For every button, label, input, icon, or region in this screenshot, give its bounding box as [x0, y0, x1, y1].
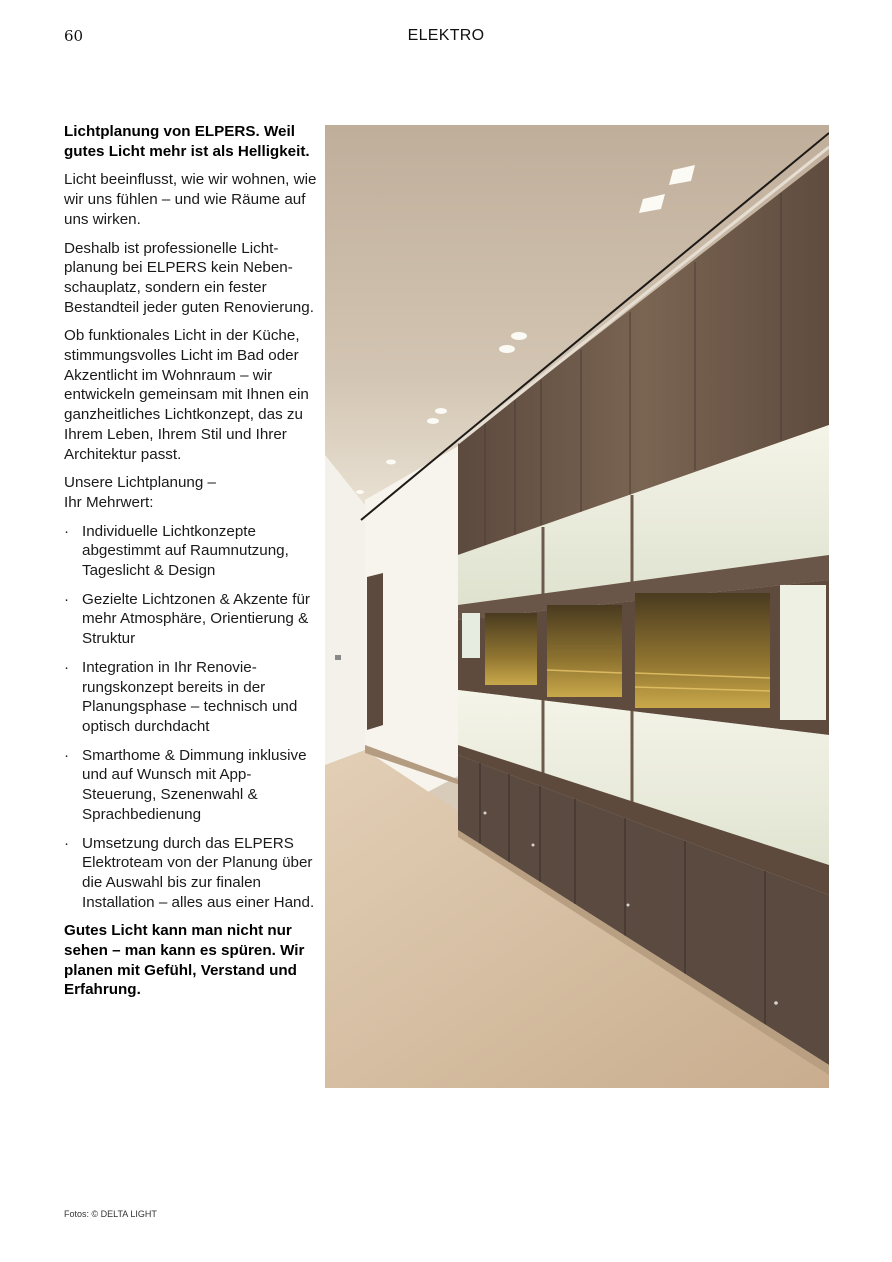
photo-credit: Fotos: © DELTA LIGHT	[64, 1209, 157, 1219]
benefit-item	[64, 522, 320, 581]
benefit-text: Gezielte Lichtzonen & Akzente für mehr Atmosphäre, Orientierung & Struktur	[82, 590, 310, 648]
downlight	[435, 408, 447, 414]
article-headline: Lichtplanung von ELPERS. Weil gutes Licht mehr ist als Helligkeit.	[64, 123, 310, 160]
interior-photo-illustration	[325, 125, 829, 1088]
downlight	[499, 345, 515, 353]
downlight	[386, 460, 396, 465]
benefit-text: Umsetzung durch das ELPERS Elektroteam von der Planung über die Auswahl bis zur finalen Installation – alles aus einer Hand.	[82, 834, 315, 911]
clear-glass-panel	[462, 613, 480, 658]
page-number: 60	[64, 27, 84, 45]
downlight	[511, 332, 527, 340]
clear-glass-panel	[780, 585, 826, 720]
amber-glass-panel	[547, 605, 622, 697]
benefit-text: Individuelle Lichtkonzepte abgestimmt auf Raumnutzung, Tageslicht & Design	[82, 522, 289, 580]
benefit-item	[64, 590, 320, 649]
section-title: ELEKTRO	[407, 27, 485, 44]
bullet-icon: ·	[64, 834, 70, 852]
planning-paragraph: Deshalb ist professionelle Lichtplanung bei ELPERS kein Nebenschauplatz, sondern ein fester Bestandteil jeder guten Renovierung.	[64, 239, 314, 316]
amber-glass-panel	[485, 613, 537, 685]
benefit-item	[64, 834, 320, 913]
intro-paragraph: Licht beeinflusst, wie wir wohnen, wie wir uns fühlen – und wie Räume auf uns wirken.	[64, 171, 317, 228]
downlight	[427, 418, 439, 424]
benefits-list	[64, 522, 320, 913]
bullet-icon: ·	[64, 658, 70, 676]
bullet-icon: ·	[64, 522, 70, 540]
bullet-icon: ·	[64, 590, 70, 608]
article-text-column	[64, 122, 320, 1009]
downlight	[356, 490, 364, 494]
scope-paragraph: Ob funktionales Licht in der Küche, stimmungsvolles Licht im Bad oder Akzentlicht im Wohnraum – wir entwickeln gemeinsam mit Ihnen ein ganzheitliches Lichtkonzept, das zu Ihrem Leben, Ihrem Stil und Ihrer Architektur passt.	[64, 327, 309, 463]
door-frame	[367, 573, 383, 730]
benefits-intro	[64, 473, 320, 512]
benefits-intro-line-1: Unsere Lichtplanung –	[64, 474, 216, 492]
benefit-text: Smarthome & Dimmung inklusive und auf Wunsch mit App-Steuerung, Szenenwahl & Sprachbedienung	[82, 746, 307, 823]
benefit-item	[64, 746, 320, 825]
benefit-text: Integration in Ihr Renovierungskonzept bereits in der Planungsphase – technisch und optisch durchdacht	[82, 658, 298, 735]
bullet-icon: ·	[64, 746, 70, 764]
closing-statement: Gutes Licht kann man nicht nur sehen – man kann es spüren. Wir planen mit Gefühl, Verstand und Erfahrung.	[64, 922, 305, 999]
benefit-item	[64, 658, 320, 737]
light-switch	[335, 655, 341, 660]
benefits-intro-line-2: Ihr Mehrwert:	[64, 493, 154, 511]
interior-photo	[325, 125, 829, 1088]
